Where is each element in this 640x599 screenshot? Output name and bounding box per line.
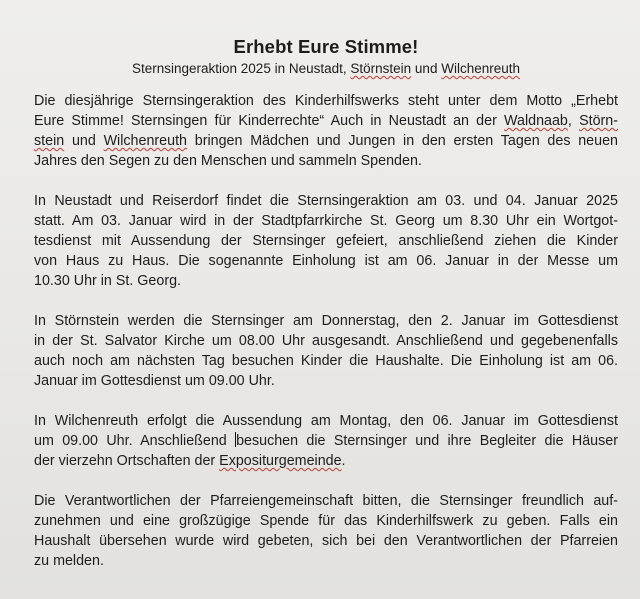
document-title: Erhebt Eure Stimme! <box>233 36 419 57</box>
text-line <box>34 491 618 511</box>
text-line <box>34 431 618 451</box>
paragraph <box>34 191 618 291</box>
paragraph <box>34 91 618 171</box>
text-segment: tesdienst mit Aussendung der Sternsinger gefeiert, anschließend ziehen die Kinder <box>34 233 618 249</box>
text-segment: in der St. Salvator Kirche um 08.00 Uhr ausgesandt. Anschließend und gegebenenfalls <box>34 333 618 349</box>
text-segment: Eure Stimme! Sternsingen für Kinderrechte“ Auch in Neustadt an der <box>34 113 505 129</box>
document-subtitle <box>34 60 618 78</box>
spellcheck-flagged-word: Wilchenreuth <box>103 133 187 149</box>
text-segment: von Haus zu Haus. Die sogenannte Einholung ist am 06. Januar in der Messe um <box>34 253 618 269</box>
text-segment: um 09.00 Uhr. Anschließend <box>34 433 236 449</box>
text-segment: Die diesjährige Sternsingeraktion des Kinderhilfswerks steht unter dem Motto „Erhebt <box>34 93 618 109</box>
text-segment: und <box>64 133 104 149</box>
text-line <box>34 531 618 551</box>
text-line <box>34 111 618 131</box>
subtitle-place-wilchenreuth: Wilchenreuth <box>441 61 520 76</box>
text-line <box>34 411 618 431</box>
text-segment: der vierzehn Ortschaften der <box>34 453 220 469</box>
text-line <box>34 451 618 471</box>
text-line <box>34 231 618 251</box>
text-line <box>34 371 618 391</box>
text-segment: Haushalt übersehen wurde wird gebeten, sich bei den Verantwortlichen der Pfarreien <box>34 533 618 549</box>
text-segment: 10.30 Uhr in St. Georg. <box>34 273 182 289</box>
subtitle-text: und <box>411 61 442 76</box>
text-line <box>34 151 618 171</box>
text-segment: In Neustadt und Reiserdorf findet die Sternsingeraktion am 03. und 04. Januar 2025 <box>34 193 618 209</box>
subtitle-text: Sternsingeraktion 2025 in Neustadt, <box>131 61 351 76</box>
text-line <box>34 271 618 291</box>
text-line <box>34 551 618 571</box>
text-segment: zu melden. <box>34 553 104 569</box>
text-line <box>34 211 618 231</box>
paragraph <box>34 311 618 391</box>
text-segment: auch noch am nächsten Tag besuchen Kinder die Haushalte. Die Einholung ist am 06. <box>34 353 618 369</box>
text-segment: Die Verantwortlichen der Pfarreiengemeinschaft bitten, die Sternsinger freundlich auf- <box>34 493 618 509</box>
text-line <box>34 131 618 151</box>
text-line <box>34 191 618 211</box>
text-segment: bringen Mädchen und Jungen in den ersten Tagen des neuen <box>187 133 618 149</box>
spellcheck-flagged-word: Störn- <box>579 113 618 129</box>
text-line <box>34 331 618 351</box>
text-segment: besuchen die Sternsinger und ihre Begleiter die Häuser <box>236 433 618 449</box>
text-line <box>34 511 618 531</box>
text-segment: zunehmen und eine großzügige Spende für das Kinderhilfswerk zu geben. Falls ein <box>34 513 618 529</box>
spellcheck-flagged-word: stein <box>34 133 65 149</box>
text-segment: Januar im Gottesdienst um 09.00 Uhr. <box>34 373 275 389</box>
text-segment: statt. Am 03. Januar wird in der Stadtpfarrkirche St. Georg um 8.30 Uhr ein Wortgot- <box>34 213 618 229</box>
text-segment: In Wilchenreuth erfolgt die Aussendung am Montag, den 06. Januar im Gottesdienst <box>34 413 618 429</box>
paragraph <box>34 491 618 571</box>
text-segment: Jahres den Segen zu den Menschen und sammeln Spenden. <box>34 153 422 169</box>
subtitle-place-stoernstein: Störnstein <box>350 61 412 76</box>
text-line <box>34 311 618 331</box>
text-line <box>34 91 618 111</box>
spellcheck-flagged-word: Waldnaab <box>504 113 568 129</box>
spellcheck-flagged-word: Expositurgemeinde <box>219 453 342 469</box>
text-segment: In Störnstein werden die Sternsinger am Donnerstag, den 2. Januar im Gottesdienst <box>34 313 618 329</box>
text-line <box>34 351 618 371</box>
text-line <box>34 251 618 271</box>
text-segment: . <box>341 453 346 469</box>
text-segment: , <box>567 113 580 129</box>
document-body[interactable] <box>34 91 618 571</box>
paragraph <box>34 411 618 471</box>
